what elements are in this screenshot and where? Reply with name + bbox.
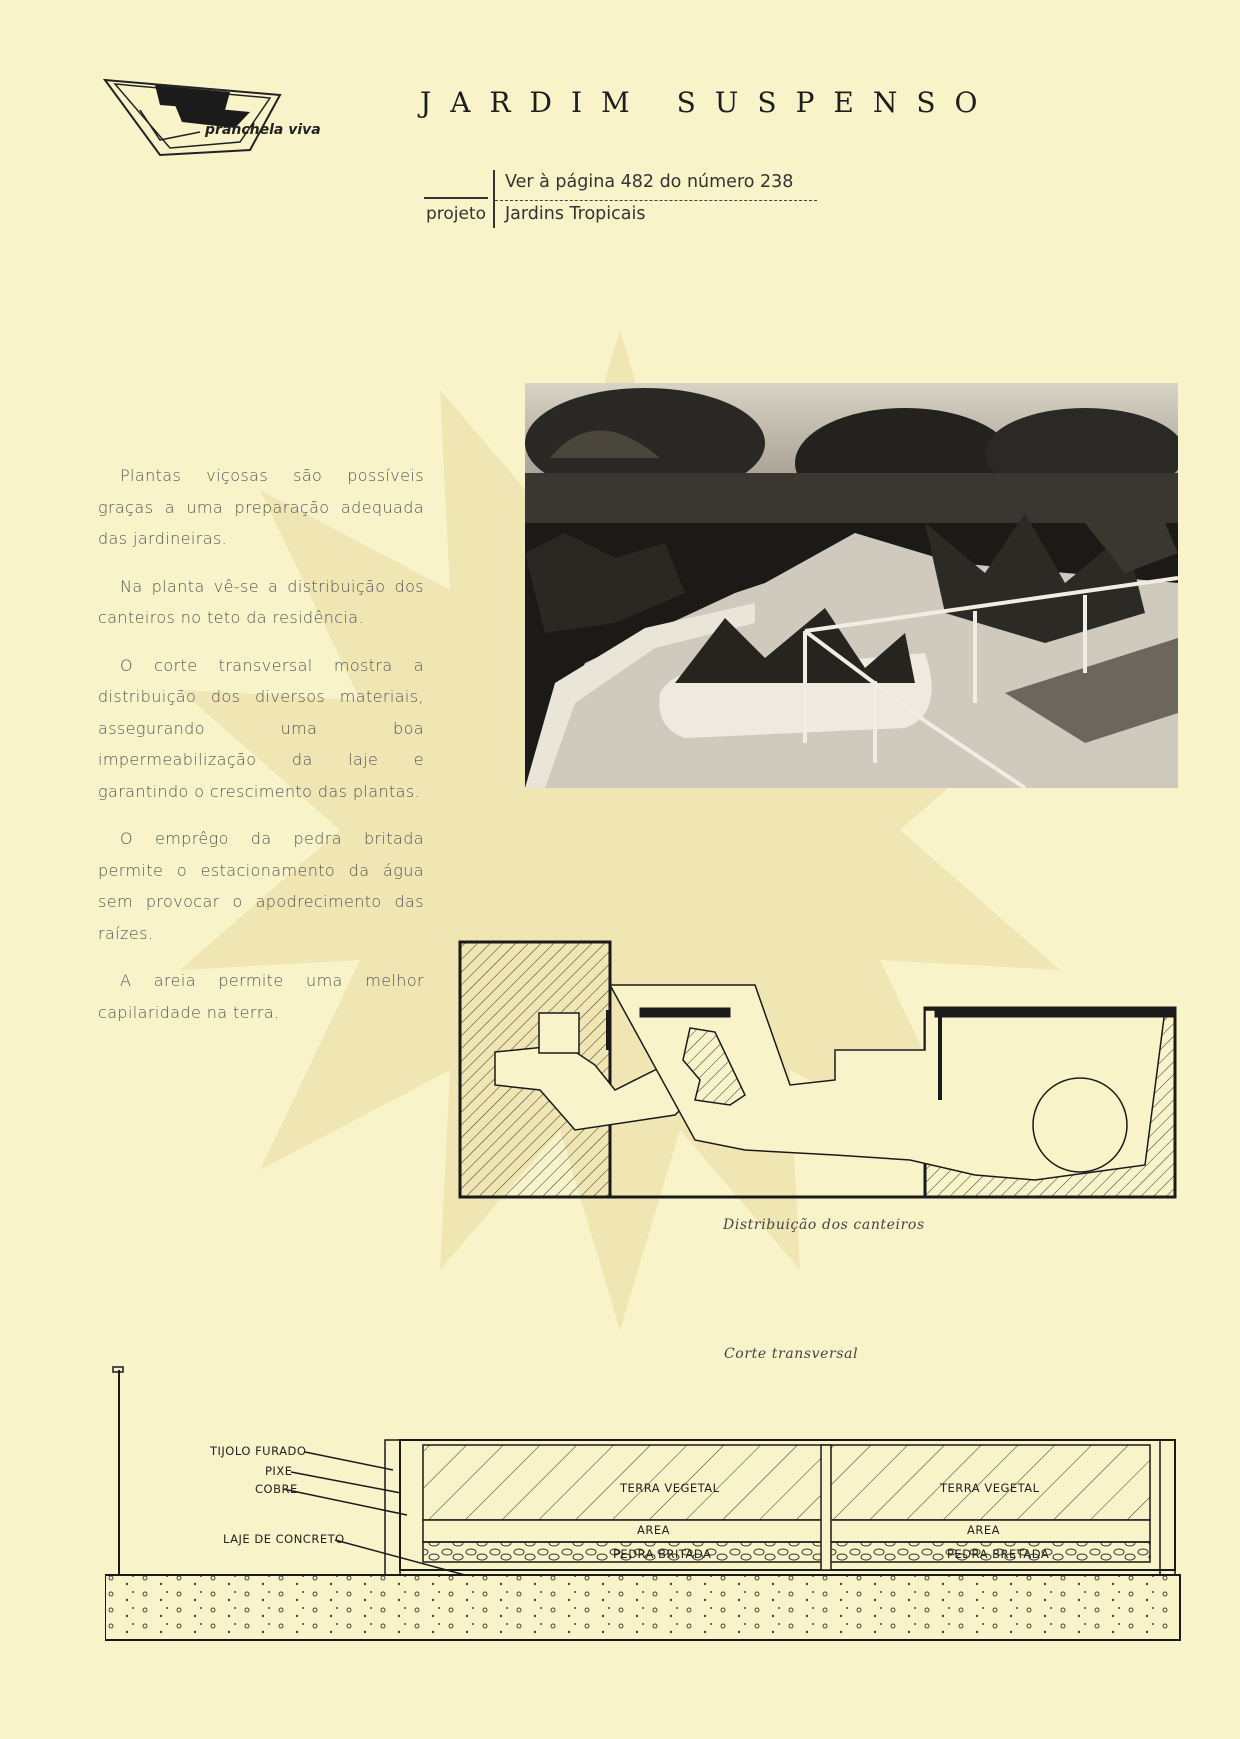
label-areia-left: AREA <box>637 1523 670 1537</box>
label-laje: LAJE DE CONCRETO <box>223 1532 345 1546</box>
label-pedra-right: PEDRA BRETADA <box>947 1547 1050 1561</box>
paragraph: O emprêgo da pedra britada permite o estacionamento da água sem provocar o apodrecimento das raízes. <box>98 829 424 943</box>
logo-text: pranchela viva <box>205 122 321 138</box>
reference-title: Jardins Tropicais <box>505 204 646 224</box>
body-text <box>98 460 424 1044</box>
reference-page: Ver à página 482 do número 238 <box>505 172 794 192</box>
paragraph: Plantas viçosas são possíveis graças a uma preparação adequada das jardineiras. <box>98 466 424 548</box>
label-terra-right: TERRA VEGETAL <box>940 1481 1040 1495</box>
label-cobre: COBRE <box>255 1482 298 1496</box>
paragraph: Na planta vê-se a distribuição dos canteiros no teto da residência. <box>98 576 424 627</box>
planter-plan-drawing <box>455 940 1180 1200</box>
logo-icon <box>100 70 330 165</box>
reference-divider <box>493 170 495 228</box>
page-title: JARDIM SUSPENSO <box>420 86 997 119</box>
label-pedra-left: PEDRA BRITADA <box>613 1547 712 1561</box>
cross-section-drawing <box>105 1365 1190 1655</box>
section-caption: Corte transversal <box>724 1346 859 1362</box>
reference-underline <box>495 200 817 201</box>
reference-label: projeto <box>426 204 487 224</box>
label-pixe: PIXE <box>265 1464 293 1478</box>
label-areia-right: AREA <box>967 1523 1000 1537</box>
label-terra-left: TERRA VEGETAL <box>620 1481 720 1495</box>
reference-rule <box>424 197 488 199</box>
plan-caption: Distribuição dos canteiros <box>723 1217 925 1233</box>
paragraph: A areia permite uma melhor capilaridade na terra. <box>98 971 424 1022</box>
paragraph: O corte transversal mostra a distribuição dos diversos materiais, assegurando uma boa impermeabilização da laje e garantindo o crescimento das plantas. <box>98 655 424 801</box>
garden-photo <box>525 383 1178 788</box>
label-tijolo: TIJOLO FURADO <box>210 1444 307 1458</box>
